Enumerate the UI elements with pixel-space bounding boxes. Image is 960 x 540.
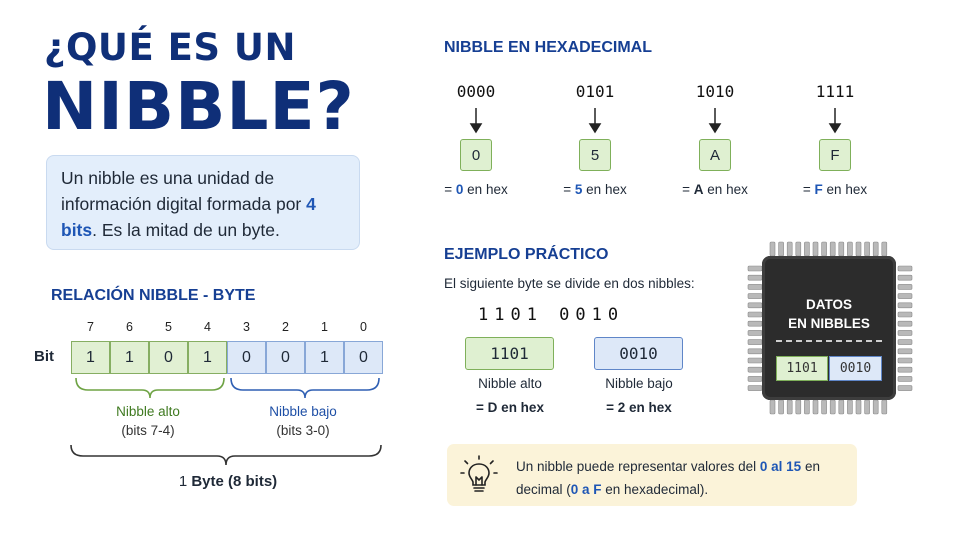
example-low-value: = 2 en hex — [606, 400, 672, 415]
example-low-name: Nibble bajo — [605, 376, 673, 391]
chip-title-line2: EN NIBBLES — [788, 316, 870, 331]
chip-pin — [839, 400, 844, 414]
chip-pin — [898, 386, 912, 391]
hex-eq-suffix: en hex — [703, 182, 748, 197]
bit-cell: 0 — [344, 341, 383, 374]
hex-eq-value: F — [814, 182, 823, 197]
high-nibble-label: Nibble alto — [116, 404, 180, 419]
tip-text-part: en decimal ( — [516, 459, 820, 497]
chip-pin — [748, 340, 762, 345]
example-high-name: Nibble alto — [478, 376, 542, 391]
chip-pin — [796, 242, 801, 256]
byte-label-text: Byte (8 bits) — [191, 473, 278, 490]
hex-binary: 0000 — [456, 82, 496, 101]
chip-pin — [779, 242, 784, 256]
chip-pin — [787, 242, 792, 256]
low-nibble-brace — [231, 378, 379, 398]
chip-pin — [898, 294, 912, 299]
page-title-line2: NIBBLE? — [42, 68, 355, 145]
chip-pin — [898, 266, 912, 271]
chip-pin — [882, 400, 887, 414]
definition-text-end: . Es la mitad de un byte. — [92, 220, 280, 240]
chip-pin — [856, 242, 861, 256]
definition-text: Un nibble es una unidad de información digital formada por — [61, 168, 307, 214]
chip-pin — [748, 294, 762, 299]
chip-pin — [813, 242, 818, 256]
hex-heading: NIBBLE EN HEXADECIMAL — [444, 39, 653, 56]
chip-pin — [898, 330, 912, 335]
hex-eq-prefix: = — [802, 182, 815, 197]
high-nibble-brace — [76, 378, 224, 398]
chip-pin — [898, 321, 912, 326]
example-high-value: = D en hex — [476, 400, 544, 415]
bit-index: 5 — [165, 320, 172, 334]
hex-equivalence — [540, 182, 650, 197]
example-byte-bits: 1101 0010 — [478, 305, 625, 325]
chip-pin — [898, 349, 912, 354]
bit-cell: 1 — [71, 341, 110, 374]
chip-pin — [822, 400, 827, 414]
chip-pin — [770, 242, 775, 256]
byte-count: 1 — [178, 473, 192, 490]
chip-pin — [748, 330, 762, 335]
tip-text-part: Un nibble puede representar valores del — [516, 459, 760, 474]
chip-title — [762, 295, 896, 333]
chip-pin — [865, 242, 870, 256]
chip-pin — [770, 400, 775, 414]
byte-brace — [71, 445, 381, 465]
chip-pin — [830, 400, 835, 414]
chip-pin — [898, 340, 912, 345]
example-heading: EJEMPLO PRÁCTICO — [444, 246, 609, 263]
tip-text-part: en hexadecimal). — [601, 482, 709, 497]
hex-eq-suffix: en hex — [582, 182, 627, 197]
chip-pin — [796, 400, 801, 414]
bit-index: 0 — [360, 320, 367, 334]
tip-highlight: 0 al 15 — [759, 459, 802, 474]
chip-pin — [748, 358, 762, 363]
hex-binary: 1111 — [815, 82, 855, 101]
definition-highlight: 4 bits — [61, 194, 316, 240]
chip-pin — [856, 400, 861, 414]
hex-digit-box: A — [699, 139, 731, 171]
hex-equivalence — [780, 182, 890, 197]
chip-pin — [748, 349, 762, 354]
chip-title-line1: DATOS — [805, 297, 852, 312]
tip-text — [516, 455, 846, 501]
chip-pin — [898, 358, 912, 363]
hex-eq-prefix: = — [444, 182, 456, 197]
hex-eq-value: A — [693, 182, 704, 197]
hex-digit-box: F — [819, 139, 851, 171]
chip-pin — [898, 275, 912, 280]
tip-highlight: 0 a F — [570, 482, 602, 497]
hex-arrows — [471, 108, 840, 132]
chip-pin — [847, 242, 852, 256]
bit-index: 4 — [204, 320, 211, 334]
chip-pin — [748, 367, 762, 372]
chip-pin — [830, 242, 835, 256]
hex-eq-value: 0 — [455, 182, 464, 197]
page-title-line1: ¿QUÉ ES UN — [44, 26, 296, 69]
bit-cell: 0 — [227, 341, 266, 374]
bit-cell: 1 — [188, 341, 227, 374]
hex-eq-prefix: = — [682, 182, 694, 197]
chip-pin — [873, 400, 878, 414]
chip-pin — [898, 312, 912, 317]
chip-pin — [748, 266, 762, 271]
hex-digit-box: 0 — [460, 139, 492, 171]
low-nibble-label: Nibble bajo — [269, 404, 337, 419]
hex-eq-suffix: en hex — [463, 182, 508, 197]
bit-index: 7 — [87, 320, 94, 334]
chip-divider — [776, 340, 882, 342]
chip-pin — [779, 400, 784, 414]
relation-heading: RELACIÓN NIBBLE - BYTE — [51, 287, 256, 304]
chip-pin — [898, 376, 912, 381]
chip-pin — [898, 284, 912, 289]
bit-cell: 1 — [110, 341, 149, 374]
chip-pin — [865, 400, 870, 414]
bit-index: 6 — [126, 320, 133, 334]
chip-pin — [822, 242, 827, 256]
chip-pin — [804, 400, 809, 414]
chip-pin — [898, 303, 912, 308]
example-description: El siguiente byte se divide en dos nibbles: — [444, 276, 695, 291]
chip-pin — [898, 367, 912, 372]
chip-pin — [748, 376, 762, 381]
chip-pin — [787, 400, 792, 414]
hex-eq-suffix: en hex — [822, 182, 868, 197]
example-low-nibble: 0010 — [594, 337, 683, 370]
bit-index: 1 — [321, 320, 328, 334]
chip-pin — [748, 386, 762, 391]
chip-high-nibble: 1101 — [776, 356, 828, 381]
hex-binary: 1010 — [695, 82, 735, 101]
lightbulb-icon — [460, 455, 498, 497]
hex-equivalence — [660, 182, 770, 197]
bit-index: 2 — [282, 320, 289, 334]
bit-index: 3 — [243, 320, 250, 334]
bit-cell: 1 — [305, 341, 344, 374]
chip-pin — [873, 242, 878, 256]
chip-pin — [748, 303, 762, 308]
chip-pin — [813, 400, 818, 414]
chip-pin — [804, 242, 809, 256]
bit-cell: 0 — [149, 341, 188, 374]
low-nibble-range: (bits 3-0) — [276, 423, 330, 438]
bit-row-label: Bit — [34, 348, 54, 365]
hex-eq-value: 5 — [574, 182, 583, 197]
byte-label — [148, 473, 308, 490]
hex-equivalence — [421, 182, 531, 197]
hex-digit-box: 5 — [579, 139, 611, 171]
chip-pin — [748, 284, 762, 289]
chip-low-nibble: 0010 — [829, 356, 882, 381]
example-high-nibble: 1101 — [465, 337, 554, 370]
chip-pin — [748, 275, 762, 280]
chip-pin — [847, 400, 852, 414]
chip-pin — [839, 242, 844, 256]
bit-cell: 0 — [266, 341, 305, 374]
chip-pin — [748, 312, 762, 317]
chip-pin — [882, 242, 887, 256]
chip-pin — [748, 321, 762, 326]
hex-binary: 0101 — [575, 82, 615, 101]
hex-eq-prefix: = — [563, 182, 575, 197]
high-nibble-range: (bits 7-4) — [121, 423, 175, 438]
